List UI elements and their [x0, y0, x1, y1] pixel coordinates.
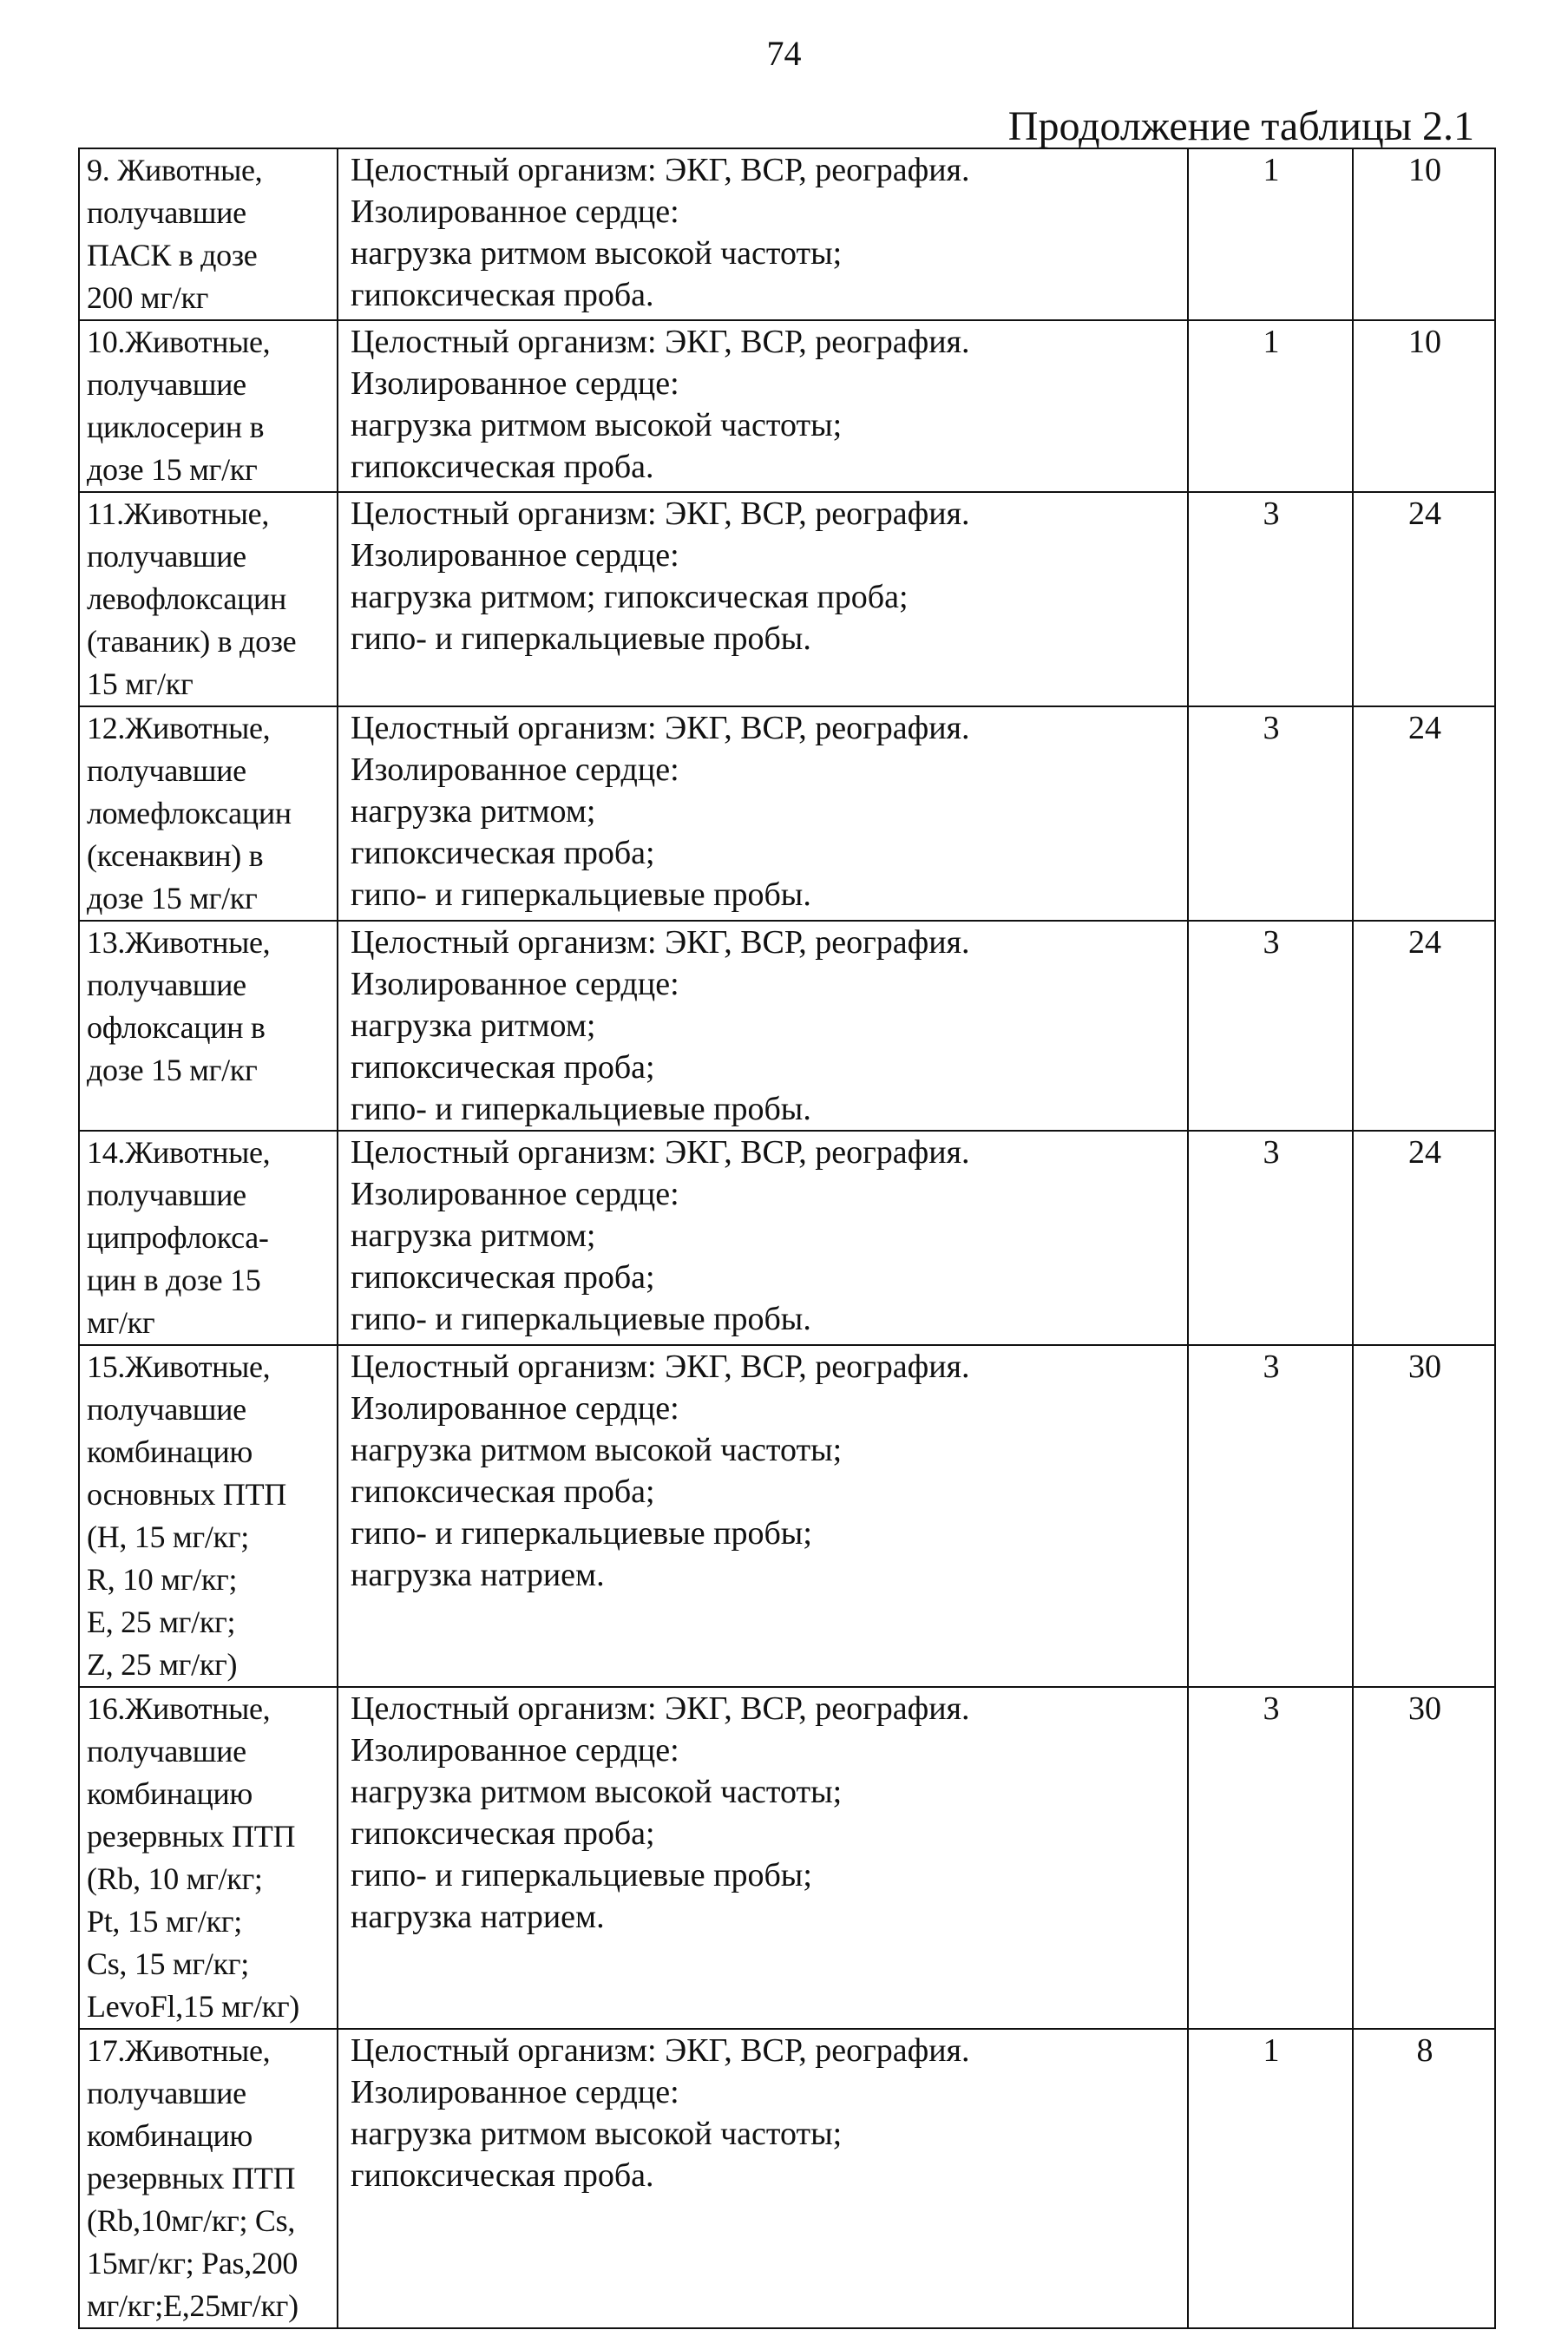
series-count-cell: 3 — [1188, 706, 1353, 921]
table-row — [79, 320, 1495, 492]
methods-cell: Целостный организм: ЭКГ, ВСР, реография. Изолированное сердце: нагрузка ритмом высокой частоты; гипоксическая проба; гипо- и гиперкальциевые пробы; нагрузка натрием. — [338, 1687, 1188, 2029]
methods-cell: Целостный организм: ЭКГ, ВСР, реография. Изолированное сердце: нагрузка ритмом высокой частоты; гипоксическая проба; гипо- и гиперкальциевые пробы; нагрузка натрием. — [338, 1345, 1188, 1687]
methods-cell: Целостный организм: ЭКГ, ВСР, реография. Изолированное сердце: нагрузка ритмом высокой частоты; гипоксическая проба. — [338, 2029, 1188, 2328]
methods-cell: Целостный организм: ЭКГ, ВСР, реография. Изолированное сердце: нагрузка ритмом высокой частоты; гипоксическая проба. — [338, 320, 1188, 492]
animal-count-cell: 8 — [1353, 2029, 1495, 2328]
group-cell: 12.Животные, получавшие ломефлоксацин (ксенаквин) в дозе 15 мг/кг — [79, 706, 338, 921]
group-cell: 15.Животные, получавшие комбинацию основных ПТП (H, 15 мг/кг; R, 10 мг/кг; E, 25 мг/кг; Z, 25 мг/кг) — [79, 1345, 338, 1687]
animal-count-cell: 30 — [1353, 1345, 1495, 1687]
animal-count-cell: 24 — [1353, 1131, 1495, 1345]
group-cell: 9. Животные, получавшие ПАСК в дозе 200 мг/кг — [79, 148, 338, 320]
methods-cell: Целостный организм: ЭКГ, ВСР, реография. Изолированное сердце: нагрузка ритмом высокой частоты; гипоксическая проба. — [338, 148, 1188, 320]
animal-count-cell: 24 — [1353, 921, 1495, 1131]
methods-cell: Целостный организм: ЭКГ, ВСР, реография. Изолированное сердце: нагрузка ритмом; гипоксическая проба; гипо- и гиперкальциевые пробы. — [338, 1131, 1188, 1345]
methods-cell: Целостный организм: ЭКГ, ВСР, реография. Изолированное сердце: нагрузка ритмом; гипоксическая проба; гипо- и гиперкальциевые пробы. — [338, 706, 1188, 921]
animal-count-cell: 10 — [1353, 148, 1495, 320]
table-row — [79, 1345, 1495, 1687]
group-cell: 10.Животные, получавшие циклосерин в дозе 15 мг/кг — [79, 320, 338, 492]
table-continuation-title: Продолжение таблицы 2.1 — [1007, 103, 1474, 149]
table-row — [79, 921, 1495, 1131]
animal-count-cell: 24 — [1353, 706, 1495, 921]
methods-cell: Целостный организм: ЭКГ, ВСР, реография. Изолированное сердце: нагрузка ритмом; гипоксическая проба; гипо- и гиперкальциевые пробы. — [338, 921, 1188, 1131]
table-row — [79, 1687, 1495, 2029]
group-cell: 16.Животные, получавшие комбинацию резервных ПТП (Rb, 10 мг/кг; Pt, 15 мг/кг; Cs, 15 мг/кг; LevoFl,15 мг/кг) — [79, 1687, 338, 2029]
table-row — [79, 148, 1495, 320]
table-row — [79, 1131, 1495, 1345]
table-row — [79, 492, 1495, 706]
animal-count-cell: 24 — [1353, 492, 1495, 706]
table-row — [79, 2029, 1495, 2328]
series-count-cell: 1 — [1188, 320, 1353, 492]
series-count-cell: 3 — [1188, 1687, 1353, 2029]
series-count-cell: 3 — [1188, 492, 1353, 706]
series-count-cell: 3 — [1188, 921, 1353, 1131]
group-cell: 17.Животные, получавшие комбинацию резервных ПТП (Rb,10мг/кг; Cs, 15мг/кг; Pas,200 мг/кг;E,25мг/кг) — [79, 2029, 338, 2328]
group-cell: 11.Животные, получавшие левофлоксацин (таваник) в дозе 15 мг/кг — [79, 492, 338, 706]
page-number: 74 — [766, 34, 802, 73]
table-row — [79, 706, 1495, 921]
animal-count-cell: 10 — [1353, 320, 1495, 492]
series-count-cell: 3 — [1188, 1131, 1353, 1345]
series-count-cell: 1 — [1188, 2029, 1353, 2328]
series-count-cell: 3 — [1188, 1345, 1353, 1687]
animal-count-cell: 30 — [1353, 1687, 1495, 2029]
series-count-cell: 1 — [1188, 148, 1353, 320]
experiment-groups-table — [78, 148, 1496, 2329]
methods-cell: Целостный организм: ЭКГ, ВСР, реография. Изолированное сердце: нагрузка ритмом; гипоксическая проба; гипо- и гиперкальциевые пробы. — [338, 492, 1188, 706]
group-cell: 14.Животные, получавшие ципрофлокса- цин в дозе 15 мг/кг — [79, 1131, 338, 1345]
group-cell: 13.Животные, получавшие офлоксацин в дозе 15 мг/кг — [79, 921, 338, 1131]
